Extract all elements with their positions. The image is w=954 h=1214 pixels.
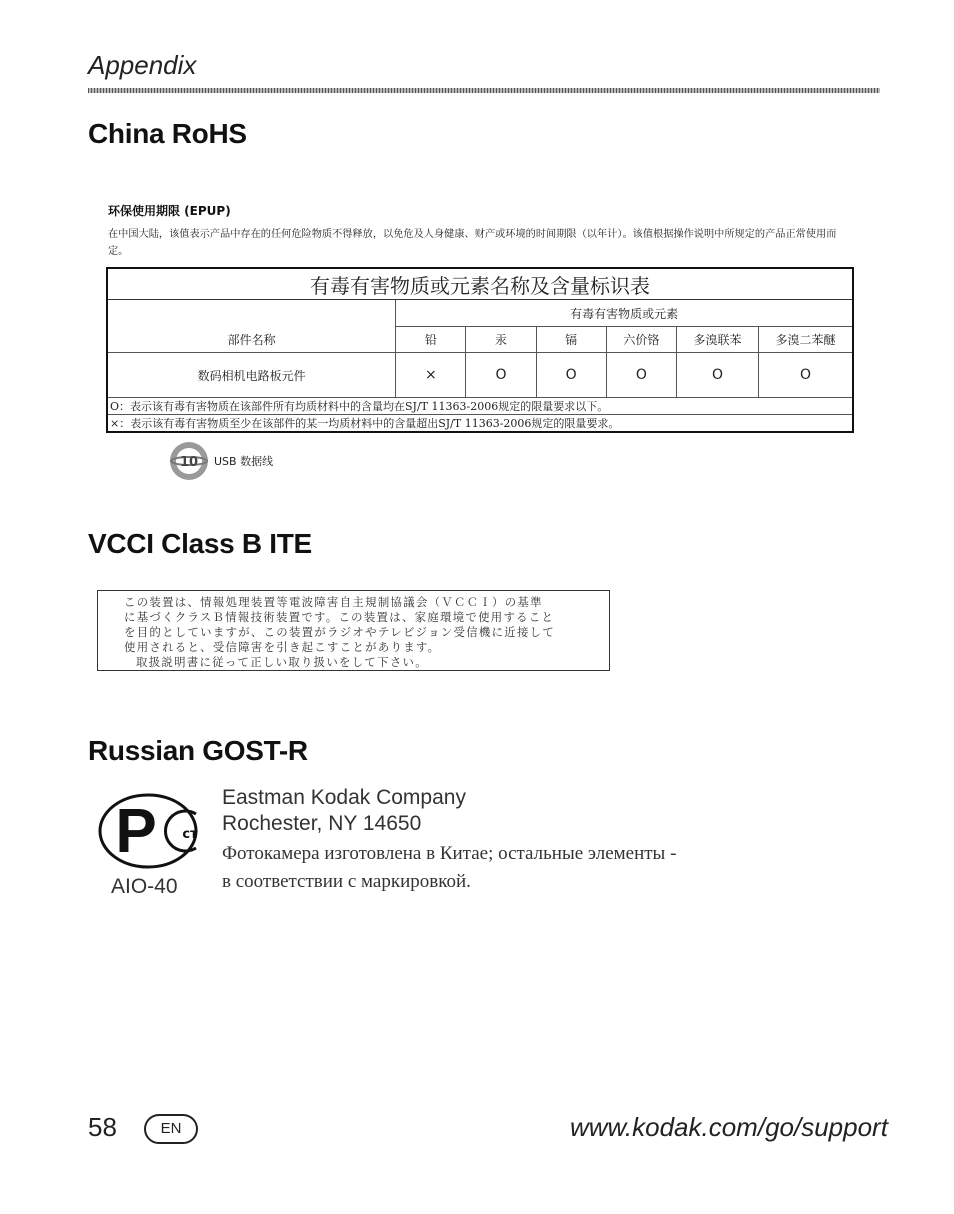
rohs-table-row — [107, 353, 853, 398]
rohs-table — [106, 267, 854, 433]
address-line: Rochester, NY 14650 — [222, 812, 422, 835]
rohs-col-header: 铅 — [396, 327, 466, 353]
rohs-mark: O — [676, 353, 758, 398]
vcci-line: 使用されると、受信障害を引き起こすことがあります。 — [124, 640, 441, 654]
gost-r-logo-icon — [96, 790, 208, 872]
vcci-line: この装置は、情報処理装置等電波障害自主規制協議会（ＶＣＣＩ）の基準 — [124, 595, 543, 609]
china-rohs-title: China RoHS — [88, 118, 247, 149]
rohs-col-header: 多溴二苯醚 — [759, 327, 853, 353]
rohs-group-header: 有毒有害物质或元素 — [396, 300, 853, 327]
vcci-line: 取扱説明書に従って正しい取り扱いをして下さい。 — [136, 655, 428, 669]
rohs-mark: O — [466, 353, 536, 398]
rohs-col-header: 多溴联苯 — [676, 327, 758, 353]
epup-10-year-icon — [168, 440, 210, 482]
manufacturer-address — [222, 785, 466, 837]
russian-note-line: Фотокамера изготовлена в Китае; остальные элементы - — [222, 843, 677, 864]
rohs-mark: O — [606, 353, 676, 398]
header-rule — [88, 88, 880, 93]
rohs-mark: O — [536, 353, 606, 398]
epup-heading: 环保使用期限 (EPUP) — [108, 204, 231, 218]
rohs-col-header: 六价铬 — [606, 327, 676, 353]
russian-note — [222, 840, 676, 896]
address-line: Eastman Kodak Company — [222, 786, 466, 809]
vcci-title: VCCI Class B ITE — [88, 528, 312, 559]
usb-cable-label: USB 数据线 — [214, 455, 274, 468]
gost-logo-small: ст — [182, 827, 198, 842]
rohs-note: O：表示该有毒有害物质在该部件所有均质材料中的含量均在SJ/T 11363-2006规定的限量要求以下。 — [107, 398, 853, 415]
epup-icon-value: 10 — [179, 455, 199, 470]
gost-code: AIO-40 — [111, 875, 178, 898]
rohs-col-header: 镉 — [536, 327, 606, 353]
vcci-line: に基づくクラスＢ情報技術装置です。この装置は、家庭環境で使用すること — [124, 610, 555, 624]
language-badge: EN — [144, 1114, 198, 1144]
page-number: 58 — [88, 1112, 117, 1142]
rohs-table-title: 有毒有害物质或元素名称及含量标识表 — [107, 268, 853, 300]
running-head: Appendix — [88, 50, 197, 80]
rohs-mark: × — [396, 353, 466, 398]
vcci-notice-box — [97, 590, 610, 671]
epup-body: 在中国大陆，该值表示产品中存在的任何危险物质不得释放，以免危及人身健康、财产或环境的时间期限（以年计）。该值根据操作说明中所规定的产品正常使用而定。 — [108, 229, 837, 257]
gost-logo-letter: P — [115, 797, 157, 866]
rohs-col-header: 汞 — [466, 327, 536, 353]
rohs-mark: O — [759, 353, 853, 398]
vcci-line: を目的としていますが、この装置がラジオやテレビジョン受信機に近接して — [124, 625, 556, 639]
russian-note-line: в соответствии с маркировкой. — [222, 871, 471, 892]
rohs-part-header: 部件名称 — [107, 300, 396, 353]
gost-title: Russian GOST-R — [88, 735, 308, 766]
support-url[interactable]: www.kodak.com/go/support — [570, 1112, 888, 1142]
rohs-note: ×：表示该有毒有害物质至少在该部件的某一均质材料中的含量超出SJ/T 11363-2006规定的限量要求。 — [107, 415, 853, 433]
rohs-part-name: 数码相机电路板元件 — [107, 353, 396, 398]
